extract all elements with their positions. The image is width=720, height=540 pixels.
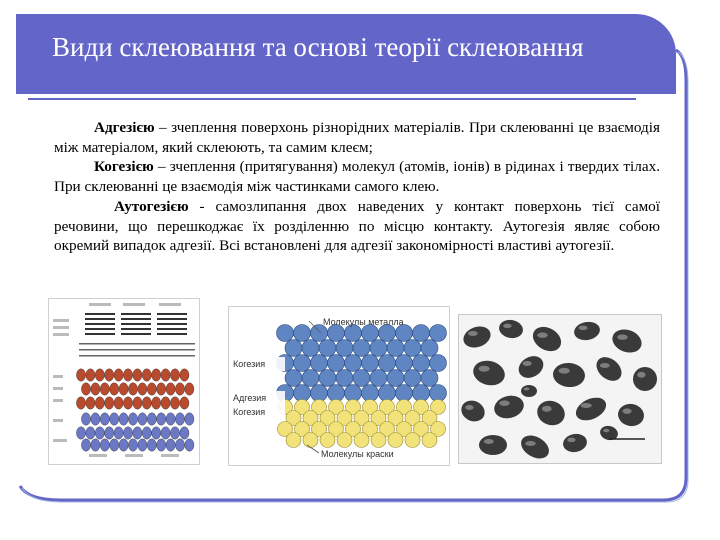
molecule-ellipse bbox=[95, 397, 104, 409]
paint-molecule bbox=[337, 433, 352, 448]
molecule-ellipse bbox=[114, 427, 123, 439]
film-line bbox=[79, 355, 195, 357]
metal-molecule bbox=[345, 355, 362, 372]
metal-molecule bbox=[430, 355, 447, 372]
paragraph-autohesion bbox=[54, 197, 660, 256]
molecule-ellipse bbox=[114, 369, 123, 381]
definition-adhesion: – зчеплення поверхонь різнорідних матеріалів. При склеюванні це взаємодія між матеріалом, який склеюють, та самим клеєм; bbox=[54, 119, 660, 156]
molecule-ellipse bbox=[123, 427, 132, 439]
molecule-ellipse bbox=[185, 413, 194, 425]
film-line bbox=[79, 349, 195, 351]
molecule-ellipse bbox=[180, 397, 189, 409]
lubricant-line bbox=[157, 323, 187, 325]
lubricant-line bbox=[121, 333, 151, 335]
molecule-ellipse bbox=[86, 427, 95, 439]
lubricant-line bbox=[85, 333, 115, 335]
molecule-ellipse bbox=[147, 439, 156, 451]
slide-body bbox=[54, 118, 660, 256]
molecule-ellipse bbox=[128, 439, 137, 451]
metal-molecule bbox=[396, 385, 413, 402]
molecule-ellipse bbox=[138, 439, 147, 451]
molecule-ellipse bbox=[128, 413, 137, 425]
molecule-ellipse bbox=[157, 439, 166, 451]
molecule-ellipse bbox=[133, 397, 142, 409]
particle-highlight bbox=[567, 438, 575, 443]
molecule-ellipse bbox=[157, 383, 166, 395]
molecule-ellipse bbox=[152, 427, 161, 439]
molecule-ellipse bbox=[128, 383, 137, 395]
molecule-ellipse bbox=[110, 383, 119, 395]
molecule-ellipse bbox=[180, 427, 189, 439]
lubricant-line bbox=[157, 318, 187, 320]
metal-molecule bbox=[396, 355, 413, 372]
particle-highlight bbox=[479, 366, 490, 372]
particle-highlight bbox=[484, 439, 494, 444]
molecule-ellipse bbox=[123, 369, 132, 381]
molecule-ellipse bbox=[175, 439, 184, 451]
molecule-ellipse bbox=[161, 397, 170, 409]
metal-molecule bbox=[336, 370, 353, 387]
metal-molecule bbox=[430, 325, 447, 342]
metal-molecule bbox=[345, 385, 362, 402]
molecule-ellipse bbox=[110, 439, 119, 451]
metal-molecule bbox=[319, 370, 336, 387]
paragraph-adhesion bbox=[54, 118, 660, 157]
molecule-ellipse bbox=[100, 439, 109, 451]
particle-highlight bbox=[523, 361, 532, 366]
molecule-ellipse bbox=[81, 383, 90, 395]
metal-molecule bbox=[285, 340, 302, 357]
metal-molecule bbox=[362, 355, 379, 372]
particle-highlight bbox=[499, 400, 510, 406]
molecule-ellipse bbox=[133, 369, 142, 381]
molecule-ellipse bbox=[105, 427, 114, 439]
metal-molecule bbox=[311, 355, 328, 372]
particle-highlight bbox=[617, 334, 628, 340]
term-cohesion: Когезією bbox=[94, 158, 154, 176]
lubricant-line bbox=[157, 328, 187, 330]
metal-molecule bbox=[379, 385, 396, 402]
lubricant-line bbox=[157, 313, 187, 315]
metal-molecule bbox=[362, 325, 379, 342]
molecule-ellipse bbox=[138, 383, 147, 395]
title-divider bbox=[28, 98, 636, 100]
particle-highlight bbox=[524, 387, 530, 390]
metal-molecule bbox=[302, 370, 319, 387]
metal-molecule bbox=[328, 325, 345, 342]
adhesion-cohesion-svg bbox=[229, 307, 449, 465]
metal-molecule bbox=[277, 325, 294, 342]
metal-molecule bbox=[353, 340, 370, 357]
lubricant-line bbox=[121, 318, 151, 320]
metal-molecule bbox=[379, 325, 396, 342]
particle-highlight bbox=[579, 326, 588, 331]
label-paint-molecules: Молекулы краски bbox=[321, 449, 394, 459]
molecule-ellipse bbox=[86, 397, 95, 409]
metal-molecule bbox=[413, 385, 430, 402]
metal-molecule bbox=[336, 340, 353, 357]
lubricant-line bbox=[121, 323, 151, 325]
particle-highlight bbox=[559, 368, 570, 374]
metal-molecule bbox=[294, 385, 311, 402]
metal-molecule bbox=[421, 370, 438, 387]
molecule-ellipse bbox=[152, 369, 161, 381]
molecule-ellipse bbox=[91, 383, 100, 395]
paint-molecule bbox=[371, 433, 386, 448]
slide-title: Види склеювання та основі теорії склеювання bbox=[52, 32, 584, 62]
metal-molecule bbox=[328, 385, 345, 402]
particle-blob bbox=[479, 435, 507, 455]
particle-highlight bbox=[542, 406, 552, 412]
metal-molecule bbox=[353, 370, 370, 387]
metal-molecule bbox=[404, 370, 421, 387]
label-metal-molecules: Молекулы металла bbox=[323, 317, 404, 327]
particle-highlight bbox=[581, 403, 592, 408]
molecule-ellipse bbox=[76, 369, 85, 381]
metal-molecule bbox=[370, 370, 387, 387]
molecule-ellipse bbox=[95, 369, 104, 381]
metal-molecule bbox=[413, 355, 430, 372]
layer-structure-svg bbox=[49, 299, 199, 464]
layer-structure-figure bbox=[48, 298, 200, 465]
lubricant-line bbox=[85, 313, 115, 315]
label-cohesion-top: Когезия bbox=[233, 359, 266, 369]
particle-highlight bbox=[503, 324, 511, 329]
term-adhesion: Адгезією bbox=[94, 119, 155, 136]
molecule-ellipse bbox=[114, 397, 123, 409]
lubricant-line bbox=[85, 328, 115, 330]
molecule-ellipse bbox=[180, 369, 189, 381]
metal-molecule bbox=[302, 340, 319, 357]
molecule-ellipse bbox=[142, 397, 151, 409]
molecule-ellipse bbox=[185, 439, 194, 451]
particle-highlight bbox=[525, 441, 536, 446]
lubricant-line bbox=[85, 323, 115, 325]
molecule-ellipse bbox=[123, 397, 132, 409]
molecule-ellipse bbox=[185, 383, 194, 395]
film-line bbox=[79, 343, 195, 345]
metal-molecule bbox=[328, 355, 345, 372]
label-adhesion: Адгезия bbox=[233, 393, 267, 403]
metal-molecule bbox=[294, 355, 311, 372]
molecule-ellipse bbox=[119, 383, 128, 395]
molecule-ellipse bbox=[166, 439, 175, 451]
molecule-ellipse bbox=[170, 397, 179, 409]
metal-molecule bbox=[311, 385, 328, 402]
molecule-ellipse bbox=[119, 439, 128, 451]
metal-molecule bbox=[387, 370, 404, 387]
paint-molecule bbox=[422, 433, 437, 448]
paint-molecule bbox=[320, 433, 335, 448]
metal-molecule bbox=[311, 325, 328, 342]
molecule-ellipse bbox=[119, 413, 128, 425]
particle-highlight bbox=[603, 429, 609, 433]
particle-blob bbox=[521, 385, 537, 397]
particle-highlight bbox=[637, 372, 645, 378]
particle-highlight bbox=[600, 363, 610, 368]
molecule-ellipse bbox=[81, 439, 90, 451]
metal-molecule bbox=[421, 340, 438, 357]
metal-molecule bbox=[413, 325, 430, 342]
metal-molecule bbox=[370, 340, 387, 357]
molecule-ellipse bbox=[170, 427, 179, 439]
molecule-ellipse bbox=[142, 427, 151, 439]
particle-highlight bbox=[468, 331, 478, 336]
molecule-ellipse bbox=[170, 369, 179, 381]
molecule-ellipse bbox=[110, 413, 119, 425]
metal-molecule bbox=[285, 370, 302, 387]
lubricant-line bbox=[121, 328, 151, 330]
molecule-ellipse bbox=[95, 427, 104, 439]
lubricant-line bbox=[85, 318, 115, 320]
molecule-ellipse bbox=[147, 383, 156, 395]
molecule-ellipse bbox=[81, 413, 90, 425]
metal-molecule bbox=[396, 325, 413, 342]
molecule-ellipse bbox=[86, 369, 95, 381]
metal-molecule bbox=[319, 340, 336, 357]
paint-molecule bbox=[303, 433, 318, 448]
paint-molecule bbox=[354, 433, 369, 448]
molecule-ellipse bbox=[161, 369, 170, 381]
particles-micrograph-svg bbox=[459, 315, 661, 463]
lubricant-line bbox=[121, 313, 151, 315]
particles-micrograph bbox=[458, 314, 662, 464]
molecule-ellipse bbox=[175, 413, 184, 425]
molecule-ellipse bbox=[76, 397, 85, 409]
particle-highlight bbox=[623, 408, 632, 414]
metal-molecule bbox=[387, 340, 404, 357]
molecule-ellipse bbox=[105, 369, 114, 381]
molecule-ellipse bbox=[142, 369, 151, 381]
definition-autohesion: - самозлипання двох наведених у контакт поверхонь тієї самої речовини, що перешкоджає їх розділенню по місцю контакту. Аутогезія являє собою окремий випадок адгезії. Всі встановлені для адгезії закономірності властиві аутогезії. bbox=[54, 197, 660, 255]
molecule-ellipse bbox=[166, 383, 175, 395]
molecule-ellipse bbox=[100, 383, 109, 395]
paint-molecule bbox=[286, 433, 301, 448]
molecule-ellipse bbox=[91, 413, 100, 425]
metal-molecule bbox=[404, 340, 421, 357]
metal-molecule bbox=[362, 385, 379, 402]
molecule-ellipse bbox=[100, 413, 109, 425]
paint-molecule bbox=[405, 433, 420, 448]
definition-cohesion: – зчеплення (притягування) молекул (атомів, іонів) в рідинах і твердих тілах. При склеюванні це взаємодія між частинками самого клею. bbox=[54, 158, 660, 196]
particle-blob bbox=[633, 367, 657, 391]
molecule-ellipse bbox=[147, 413, 156, 425]
molecule-ellipse bbox=[166, 413, 175, 425]
metal-molecule bbox=[379, 355, 396, 372]
particle-highlight bbox=[537, 332, 548, 338]
molecule-ellipse bbox=[157, 413, 166, 425]
molecule-ellipse bbox=[152, 397, 161, 409]
paragraph-cohesion bbox=[54, 157, 660, 196]
molecule-ellipse bbox=[91, 439, 100, 451]
molecule-ellipse bbox=[105, 397, 114, 409]
term-autohesion: Аутогезією bbox=[114, 197, 189, 215]
molecule-ellipse bbox=[76, 427, 85, 439]
adhesion-cohesion-figure bbox=[228, 306, 450, 466]
paint-molecule bbox=[388, 433, 403, 448]
molecule-ellipse bbox=[138, 413, 147, 425]
particle-highlight bbox=[465, 405, 473, 410]
molecule-ellipse bbox=[161, 427, 170, 439]
molecule-ellipse bbox=[133, 427, 142, 439]
metal-molecule bbox=[294, 325, 311, 342]
lubricant-line bbox=[157, 333, 187, 335]
label-cohesion-bottom: Когезия bbox=[233, 407, 266, 417]
metal-molecule bbox=[345, 325, 362, 342]
metal-molecule bbox=[430, 385, 447, 402]
molecule-ellipse bbox=[175, 383, 184, 395]
